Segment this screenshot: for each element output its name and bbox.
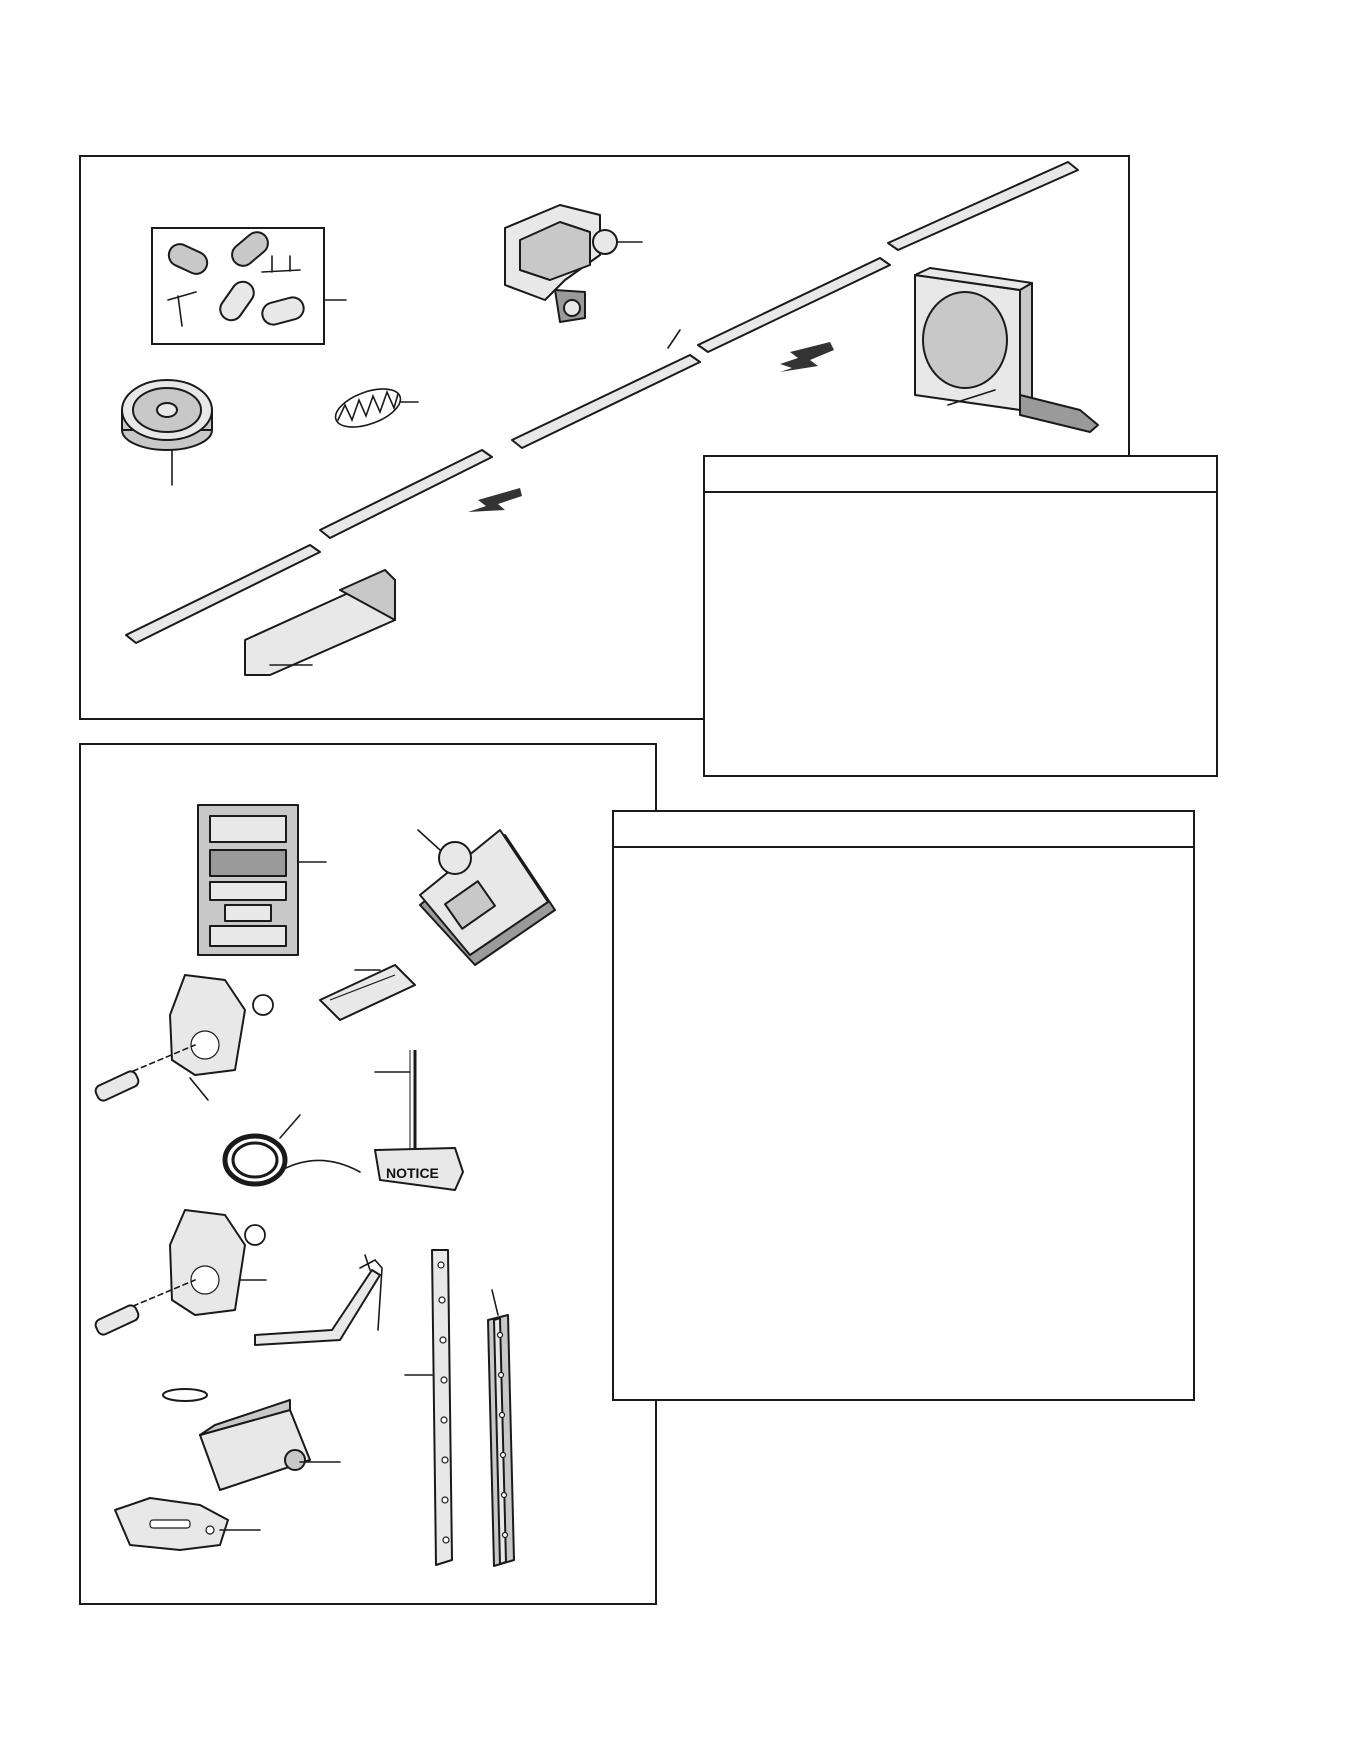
notice-tag-label: NOTICE [386,1165,439,1181]
sensor-bracket [115,1498,260,1550]
rail-parts-callout-header [705,457,1216,493]
release-handle [320,965,415,1020]
spring [331,381,418,434]
curved-door-arm [255,1255,382,1345]
rail-parts-callout [703,455,1218,777]
safety-sensor [163,1389,340,1490]
door-bracket-1 [94,975,273,1103]
chain-link-bag [152,228,346,344]
notice-tag [375,1050,463,1190]
cable-reel [915,268,1098,432]
header-bracket [245,570,395,675]
door-control [198,805,326,955]
bell-wire [225,1115,360,1184]
straight-door-arm [405,1250,452,1565]
idler-pulley [122,380,212,485]
hardware-parts-callout [612,810,1195,1401]
remote-control [418,830,555,965]
door-bracket-2 [94,1210,266,1337]
trolley [505,205,642,322]
angle-iron [488,1290,514,1566]
hardware-parts-callout-header [614,812,1193,848]
